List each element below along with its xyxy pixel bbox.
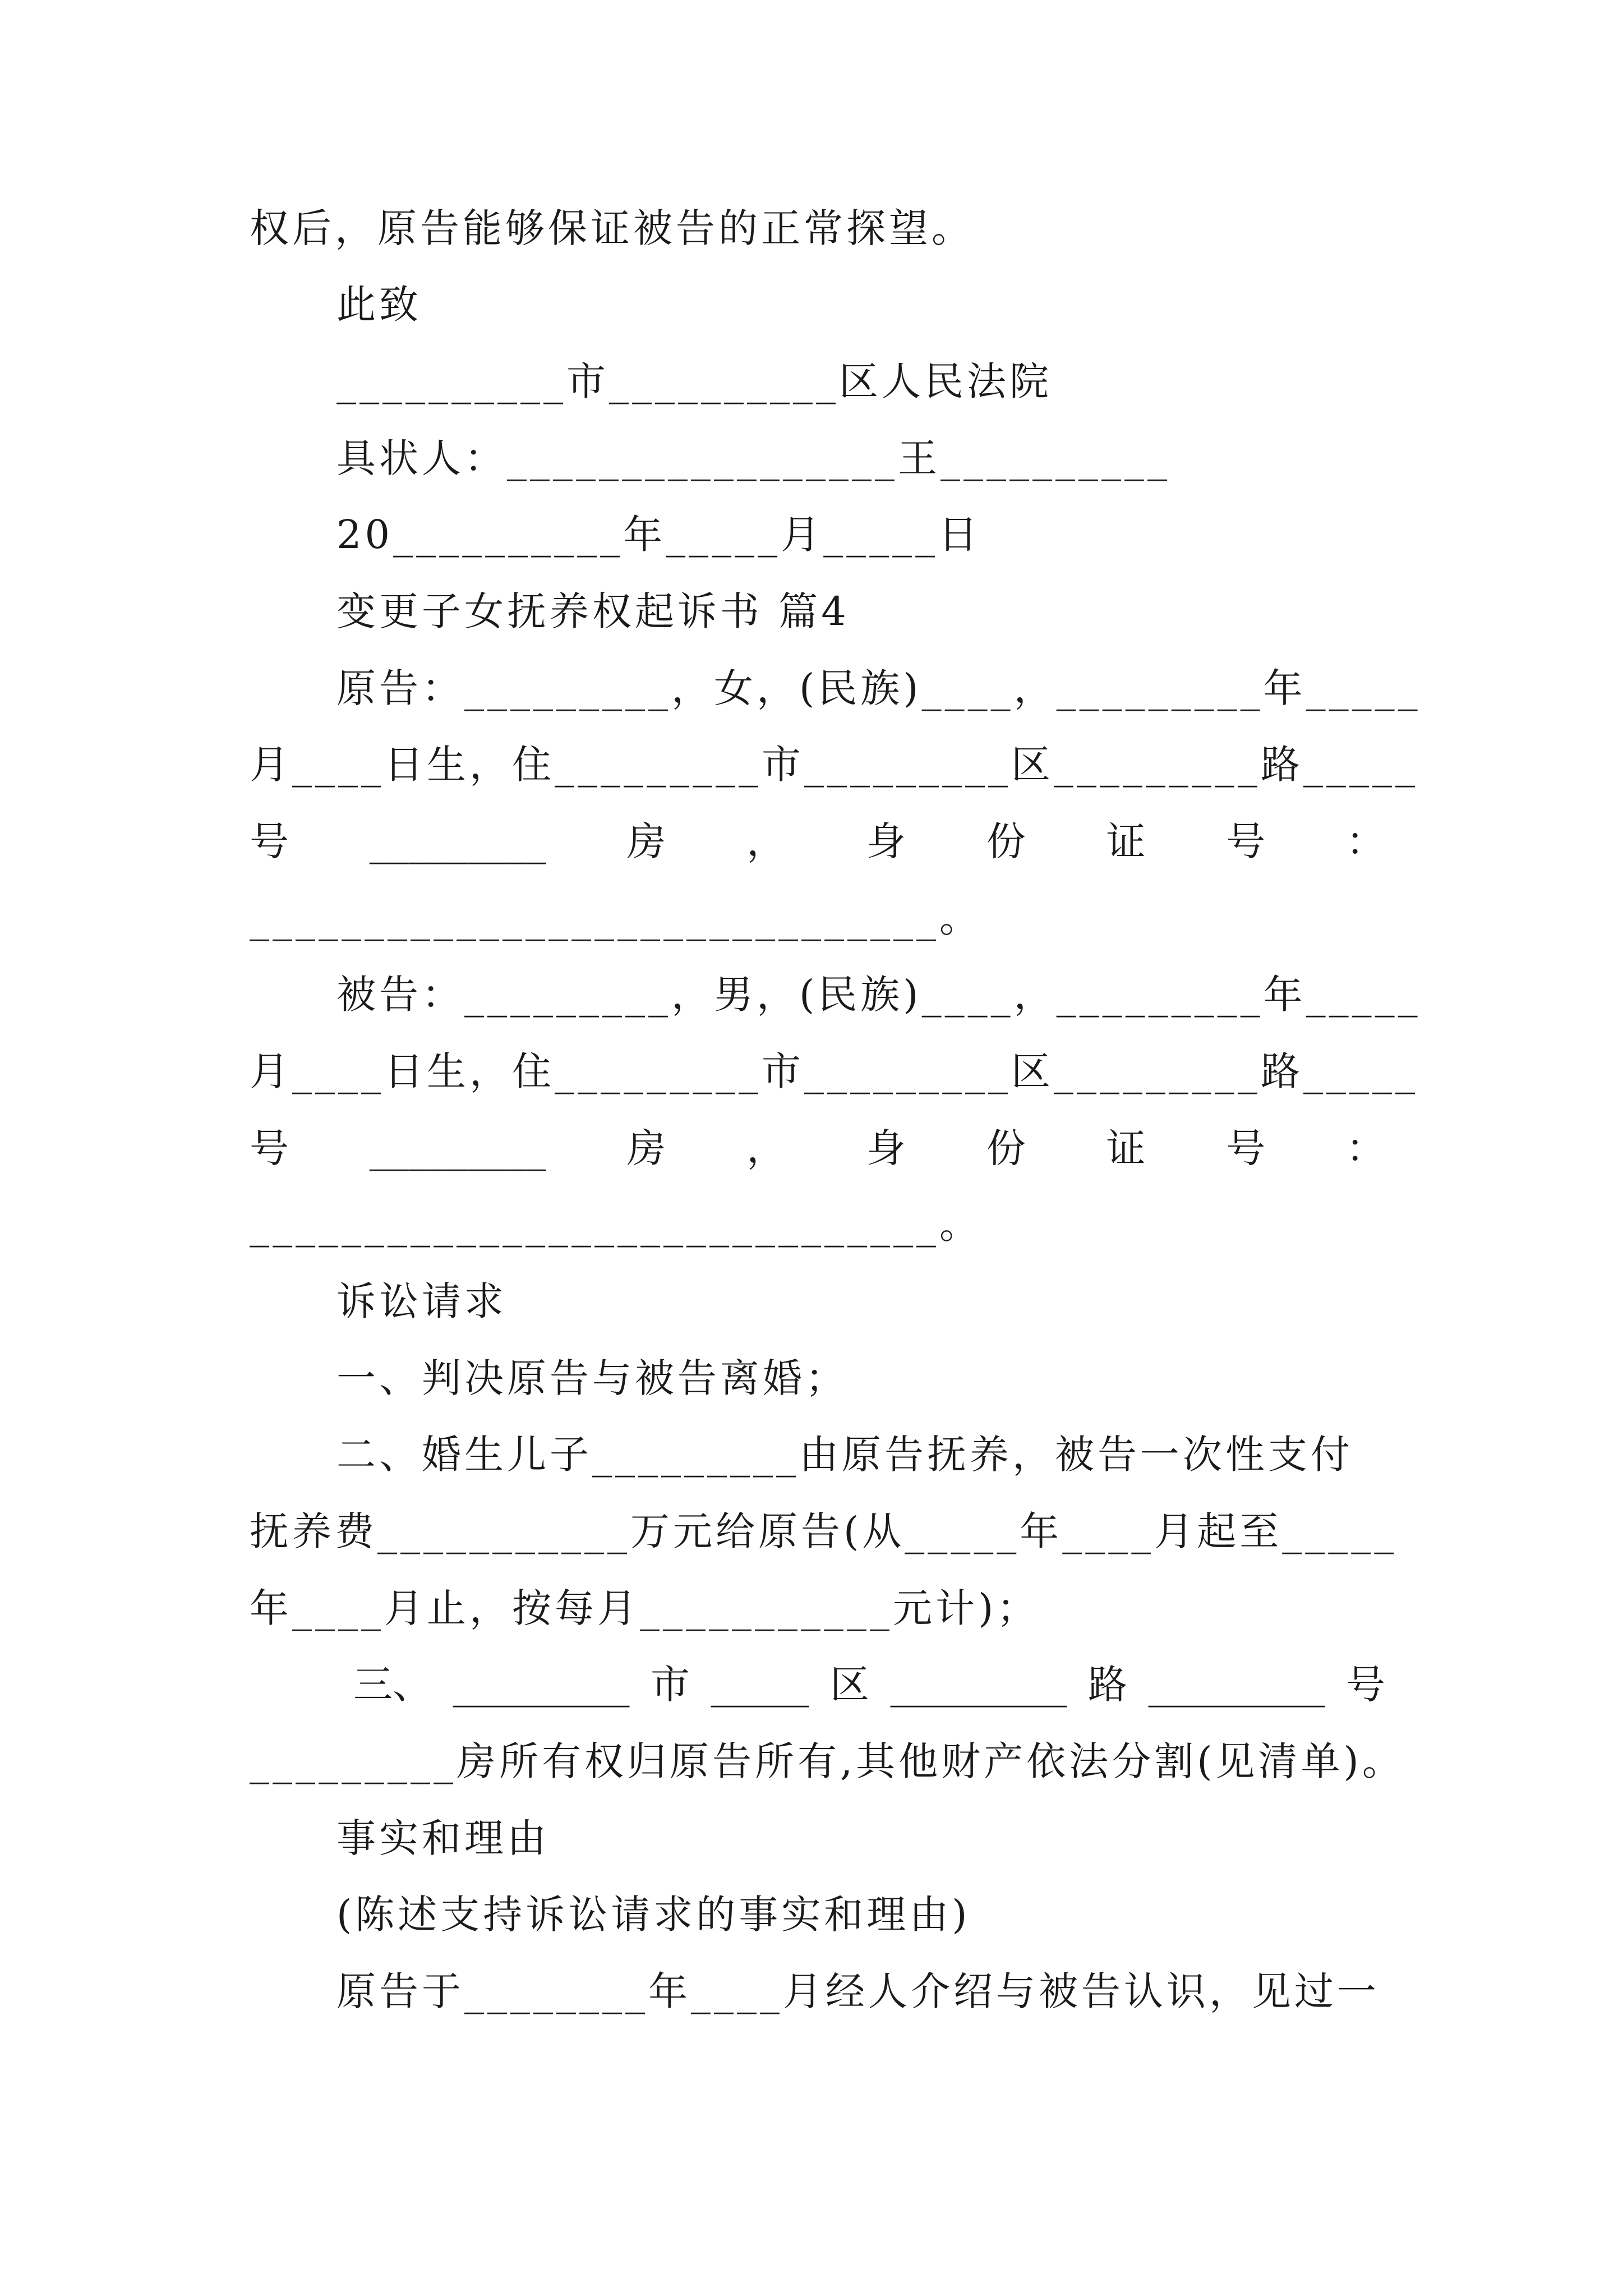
text-segment: 区 — [830, 1662, 869, 1708]
plaintiff-line: 原告：_________，女，(民族)____，_________年_____ — [336, 665, 1421, 711]
text-segment: ： — [1346, 818, 1385, 864]
text-line: 权后，原告能够保证被告的正常探望。 — [250, 205, 974, 251]
text-segment: _________ — [890, 1662, 1067, 1708]
facts-text: 原告于________年____月经人介绍与被告认识，见过一 — [336, 1968, 1380, 2014]
text-segment: ： — [1346, 1125, 1385, 1171]
claim-2: 二、婚生儿子_________由原告抚养，被告一次性支付 — [336, 1432, 1353, 1478]
text-segment: 份 — [986, 1125, 1026, 1171]
text-segment: 市 — [651, 1662, 690, 1708]
text-segment: 号 — [250, 818, 289, 864]
claim-1: 一、判决原告与被告离婚； — [336, 1355, 848, 1401]
text-segment: 号 — [1346, 1662, 1385, 1708]
claims-heading: 诉讼请求 — [336, 1278, 507, 1324]
text-segment: ， — [746, 818, 786, 864]
defendant-id-blank: ______________________________。 — [250, 1202, 982, 1248]
text-segment: 号 — [1226, 1125, 1266, 1171]
salutation: 此致 — [336, 282, 422, 328]
text-segment: 号 — [1226, 818, 1266, 864]
court-address: __________市__________区人民法院 — [336, 358, 1052, 404]
claim-2-end: 年____月止，按每月___________元计)； — [250, 1585, 1040, 1631]
text-segment: ， — [746, 1125, 786, 1171]
date-line: 20__________年_____月_____日 — [336, 512, 981, 558]
text-segment: 号 — [250, 1125, 289, 1171]
text-segment: 路 — [1088, 1662, 1127, 1708]
text-segment: _________ — [369, 1125, 546, 1171]
text-segment: 身 — [866, 1125, 906, 1171]
text-segment: _____ — [711, 1662, 809, 1708]
plaintiff-address-line: 月____日生，住_________市_________区_________路_____ — [250, 742, 1418, 788]
text-segment: 份 — [986, 818, 1026, 864]
text-segment: 房 — [626, 818, 666, 864]
text-segment: _________ — [369, 818, 546, 864]
text-segment: 三、 — [353, 1662, 432, 1708]
text-segment: _________ — [453, 1662, 630, 1708]
claim-3 — [353, 1662, 1385, 1708]
defendant-address-line: 月____日生，住_________市_________区_________路_____ — [250, 1048, 1418, 1094]
defendant-line: 被告：_________，男，(民族)____，_________年_____ — [336, 972, 1421, 1018]
claim-3-continued: _________房所有权归原告所有,其他财产依法分割(见清单)。 — [250, 1738, 1405, 1784]
claim-2-continued: 抚养费___________万元给原告(从_____年____月起至_____ — [250, 1508, 1398, 1554]
text-segment: 房 — [626, 1125, 666, 1171]
facts-heading: 事实和理由 — [336, 1815, 550, 1861]
text-segment: 证 — [1106, 818, 1146, 864]
facts-note: (陈述支持诉讼请求的事实和理由) — [336, 1892, 971, 1938]
plaintiff-signature: 具状人：_________________王__________ — [336, 435, 1170, 481]
plaintiff-id-blank: ______________________________。 — [250, 895, 982, 941]
section-title: 变更子女抚养权起诉书 篇4 — [336, 588, 850, 634]
text-segment: _________ — [1148, 1662, 1325, 1708]
defendant-id-line — [250, 1125, 1385, 1171]
text-segment: 身 — [866, 818, 906, 864]
text-segment: 证 — [1106, 1125, 1146, 1171]
plaintiff-id-line — [250, 818, 1385, 864]
